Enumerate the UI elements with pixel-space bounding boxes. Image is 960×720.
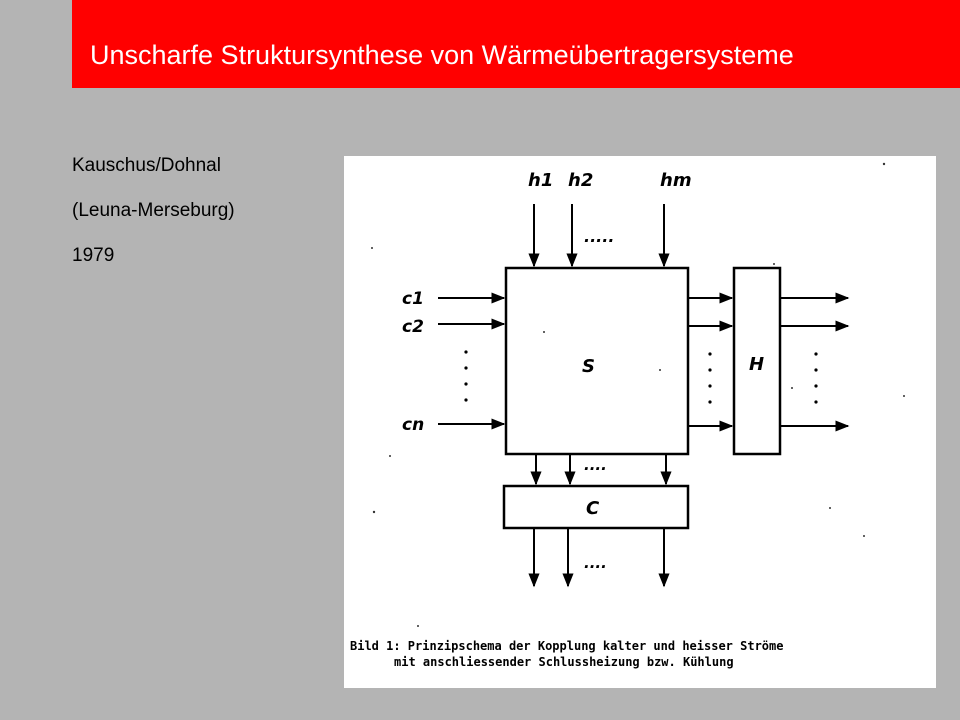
dots-s-to-h [708, 352, 711, 403]
label-c2: c2 [402, 317, 424, 337]
dots-cold-inputs [464, 350, 467, 401]
reference-info [72, 152, 235, 287]
block-s [506, 268, 688, 454]
label-h1: h1 [528, 170, 554, 191]
caption-line-2: mit anschliessender Schlussheizung bzw. Kühlung [394, 655, 734, 669]
coupling-schema-diagram [344, 156, 936, 688]
dots-s-to-c: .... [584, 456, 607, 474]
label-cn: cn [402, 415, 425, 435]
institution-text: (Leuna-Merseburg) [72, 200, 235, 221]
label-c1: c1 [402, 289, 424, 309]
dots-c-out: .... [584, 554, 607, 572]
dots-hot-inputs: ..... [584, 227, 615, 246]
label-h2: h2 [568, 170, 594, 191]
label-s: S [582, 356, 595, 377]
year-text: 1979 [72, 245, 115, 266]
caption-line-1: Bild 1: Prinzipschema der Kopplung kalter und heisser Ströme [350, 639, 784, 653]
scan-noise [371, 163, 905, 627]
authors-text: Kauschus/Dohnal [72, 155, 221, 176]
label-c: C [586, 498, 600, 519]
label-hm: hm [660, 170, 692, 191]
slide-title: Unscharfe Struktursynthese von Wärmeübertragersysteme [90, 40, 794, 70]
label-h: H [749, 354, 765, 375]
scanned-diagram-image [344, 156, 936, 688]
dots-h-out [814, 352, 817, 403]
title-bar [72, 0, 960, 88]
